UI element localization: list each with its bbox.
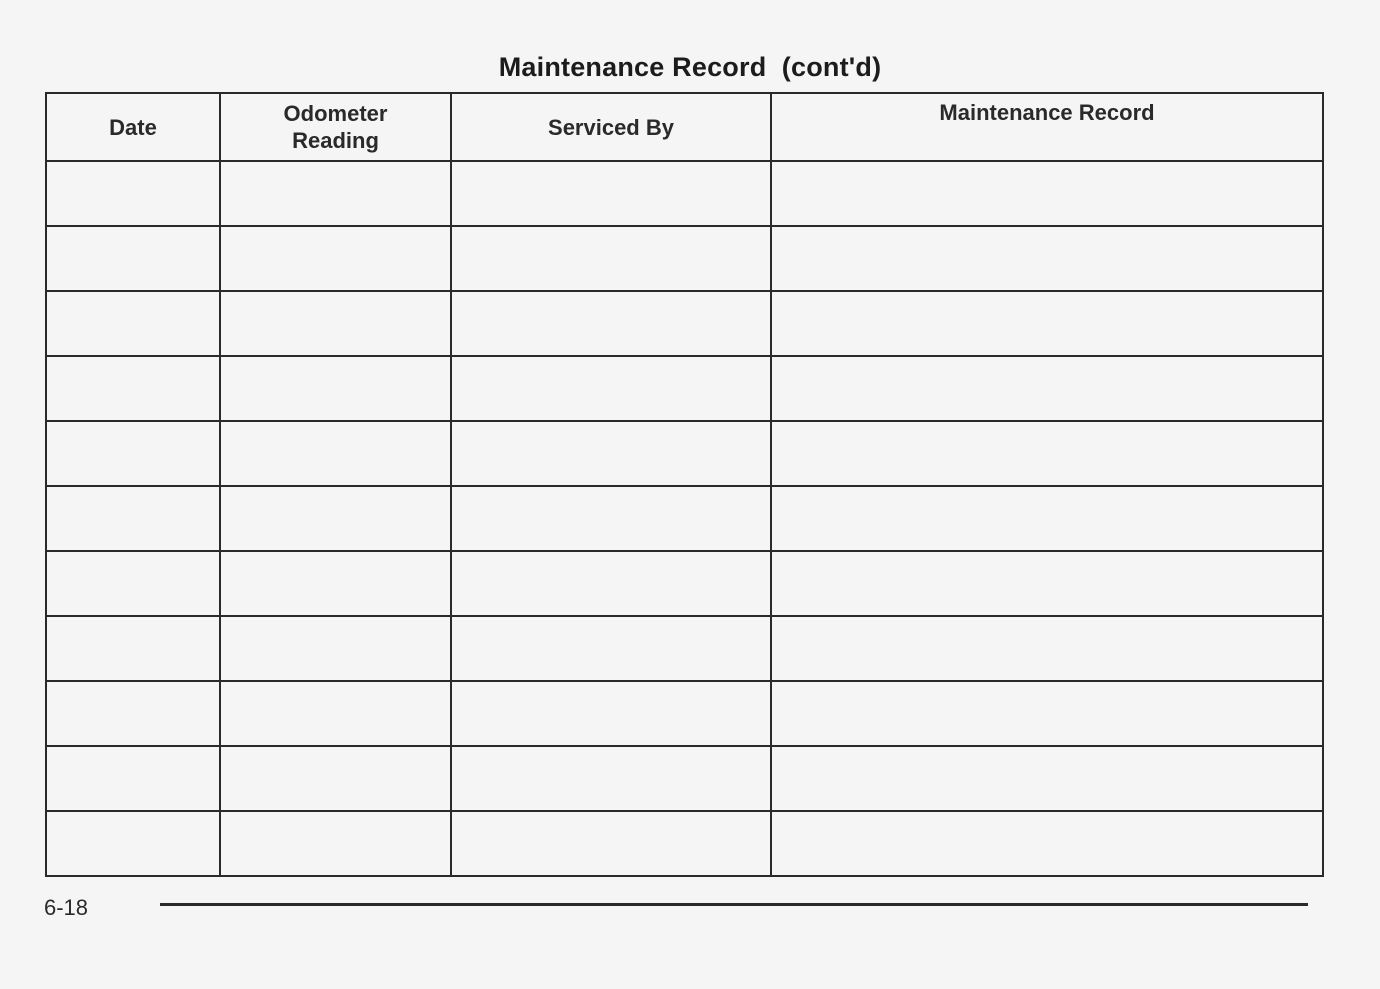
- maintenance-record-cell[interactable]: [771, 421, 1323, 486]
- serviced-by-cell[interactable]: [451, 161, 771, 226]
- table-row: [46, 616, 1323, 681]
- maintenance-record-cell[interactable]: [771, 746, 1323, 811]
- column-header-label: Odometer Reading: [283, 101, 388, 153]
- column-header-odometer-reading: [220, 93, 451, 161]
- page-title: Maintenance Record (cont'd): [498, 52, 882, 82]
- date-cell[interactable]: [46, 616, 220, 681]
- odometer-cell[interactable]: [220, 486, 451, 551]
- maintenance-record-cell[interactable]: [771, 291, 1323, 356]
- maintenance-record-cell[interactable]: [771, 616, 1323, 681]
- column-header-label: Serviced By: [548, 114, 674, 140]
- serviced-by-cell[interactable]: [451, 616, 771, 681]
- serviced-by-cell[interactable]: [451, 551, 771, 616]
- date-cell[interactable]: [46, 681, 220, 746]
- odometer-cell[interactable]: [220, 356, 451, 421]
- serviced-by-cell[interactable]: [451, 811, 771, 876]
- column-header-maintenance-record: [771, 93, 1323, 161]
- serviced-by-cell[interactable]: [451, 356, 771, 421]
- date-cell[interactable]: [46, 161, 220, 226]
- column-header-date: [46, 93, 220, 161]
- serviced-by-cell[interactable]: [451, 681, 771, 746]
- table-header-row: [46, 93, 1323, 161]
- maintenance-record-table: [45, 92, 1324, 877]
- odometer-cell[interactable]: [220, 291, 451, 356]
- date-cell[interactable]: [46, 356, 220, 421]
- maintenance-record-cell[interactable]: [771, 486, 1323, 551]
- date-cell[interactable]: [46, 291, 220, 356]
- odometer-cell[interactable]: [220, 226, 451, 291]
- table-row: [46, 291, 1323, 356]
- odometer-cell[interactable]: [220, 681, 451, 746]
- date-cell[interactable]: [46, 811, 220, 876]
- page-number: 6-18: [44, 895, 89, 920]
- odometer-cell[interactable]: [220, 811, 451, 876]
- column-header-serviced-by: [451, 93, 771, 161]
- table-row: [46, 486, 1323, 551]
- table-row: [46, 811, 1323, 876]
- maintenance-record-cell[interactable]: [771, 681, 1323, 746]
- table-row: [46, 161, 1323, 226]
- odometer-cell[interactable]: [220, 551, 451, 616]
- maintenance-record-cell[interactable]: [771, 811, 1323, 876]
- maintenance-record-cell[interactable]: [771, 551, 1323, 616]
- table-row: [46, 551, 1323, 616]
- odometer-cell[interactable]: [220, 746, 451, 811]
- date-cell[interactable]: [46, 746, 220, 811]
- date-cell[interactable]: [46, 421, 220, 486]
- serviced-by-cell[interactable]: [451, 421, 771, 486]
- maintenance-record-cell[interactable]: [771, 226, 1323, 291]
- date-cell[interactable]: [46, 551, 220, 616]
- table-body: [46, 161, 1323, 876]
- odometer-cell[interactable]: [220, 161, 451, 226]
- footer-rule: [160, 903, 1308, 906]
- table-row: [46, 746, 1323, 811]
- date-cell[interactable]: [46, 486, 220, 551]
- serviced-by-cell[interactable]: [451, 291, 771, 356]
- odometer-cell[interactable]: [220, 616, 451, 681]
- table-row: [46, 226, 1323, 291]
- serviced-by-cell[interactable]: [451, 226, 771, 291]
- table-row: [46, 356, 1323, 421]
- column-header-label: Maintenance Record: [939, 100, 1155, 125]
- table-row: [46, 681, 1323, 746]
- maintenance-record-cell[interactable]: [771, 356, 1323, 421]
- odometer-cell[interactable]: [220, 421, 451, 486]
- column-header-label: Date: [109, 114, 157, 140]
- maintenance-record-cell[interactable]: [771, 161, 1323, 226]
- date-cell[interactable]: [46, 226, 220, 291]
- table-row: [46, 421, 1323, 486]
- serviced-by-cell[interactable]: [451, 486, 771, 551]
- serviced-by-cell[interactable]: [451, 746, 771, 811]
